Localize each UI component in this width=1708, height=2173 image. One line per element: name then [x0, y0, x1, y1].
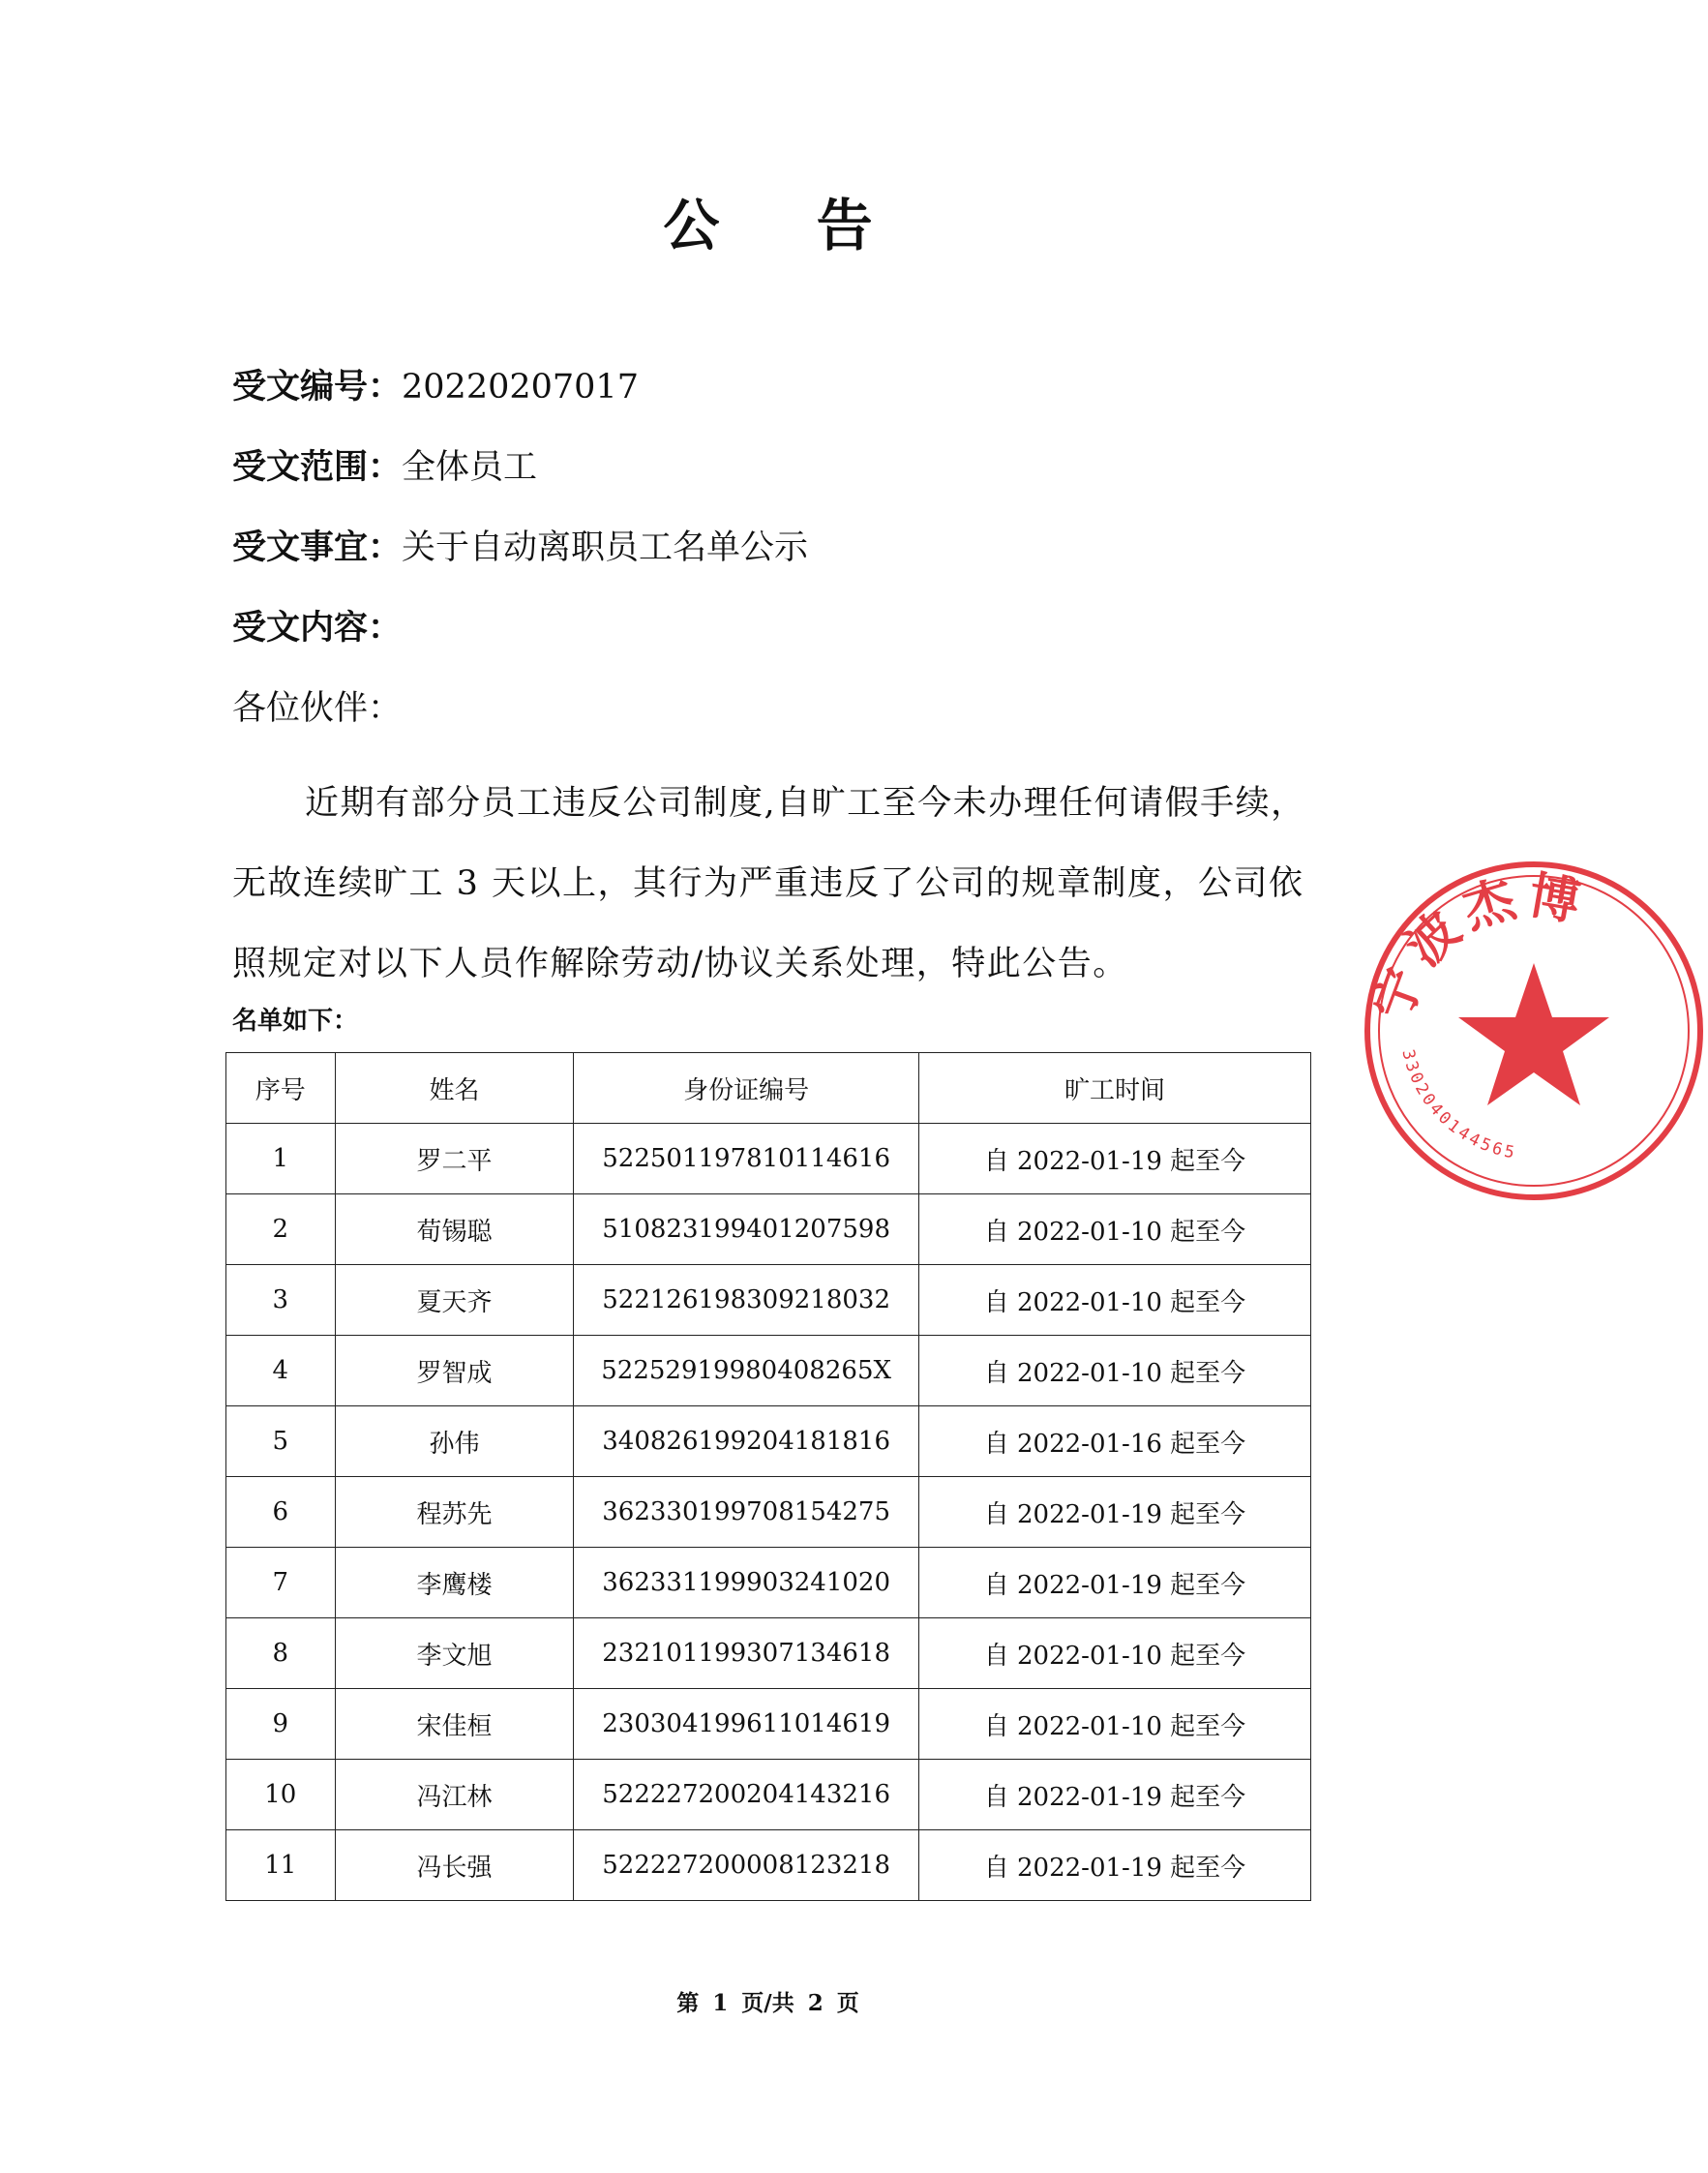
- table-row: [226, 1124, 1311, 1194]
- doc-scope-value: 全体员工: [402, 448, 538, 487]
- cell-absence-time: 自 2022-01-10 起至今: [918, 1265, 1310, 1336]
- cell-absence-time: 自 2022-01-10 起至今: [918, 1194, 1310, 1265]
- cell-id-number: 362331199903241020: [574, 1548, 919, 1618]
- doc-subject-label: 受文事宜：: [232, 528, 403, 567]
- doc-content-field: [232, 604, 402, 652]
- page-footer: 第 1 页/共 2 页: [676, 1990, 859, 2016]
- dismissal-table: [225, 1052, 1311, 1901]
- doc-number-field: [232, 363, 639, 411]
- cell-absence-time: 自 2022-01-10 起至今: [918, 1618, 1310, 1689]
- seal-star-icon: [1458, 963, 1609, 1105]
- cell-index: 4: [226, 1336, 336, 1406]
- cell-name: 荀锡聪: [335, 1194, 574, 1265]
- cell-absence-time: 自 2022-01-19 起至今: [918, 1477, 1310, 1548]
- cell-name: 罗二平: [335, 1124, 574, 1194]
- cell-id-number: 232101199307134618: [574, 1618, 919, 1689]
- doc-subject-field: [232, 524, 808, 572]
- cell-index: 11: [226, 1830, 336, 1901]
- company-seal: [1360, 857, 1708, 1205]
- table-row: [226, 1830, 1311, 1901]
- cell-absence-time: 自 2022-01-19 起至今: [918, 1124, 1310, 1194]
- doc-scope-label: 受文范围：: [232, 447, 403, 487]
- table-row: [226, 1194, 1311, 1265]
- cell-id-number: 522501197810114616: [574, 1124, 919, 1194]
- cell-index: 9: [226, 1689, 336, 1760]
- cell-id-number: 340826199204181816: [574, 1406, 919, 1477]
- cell-index: 2: [226, 1194, 336, 1265]
- cell-id-number: 52252919980408265X: [574, 1336, 919, 1406]
- cell-index: 3: [226, 1265, 336, 1336]
- seal-company-name: 宁波杰博: [1362, 865, 1592, 1029]
- cell-name: 冯江林: [335, 1760, 574, 1830]
- doc-number-value: 20220207017: [402, 368, 639, 407]
- cell-name: 夏天齐: [335, 1265, 574, 1336]
- doc-content-label: 受文内容：: [232, 608, 403, 648]
- cell-absence-time: 自 2022-01-19 起至今: [918, 1760, 1310, 1830]
- cell-id-number: 230304199611014619: [574, 1689, 919, 1760]
- cell-absence-time: 自 2022-01-19 起至今: [918, 1830, 1310, 1901]
- seal-registration-code: 3302040144565: [1397, 1047, 1519, 1163]
- cell-index: 6: [226, 1477, 336, 1548]
- cell-index: 5: [226, 1406, 336, 1477]
- cell-absence-time: 自 2022-01-19 起至今: [918, 1548, 1310, 1618]
- cell-id-number: 522126198309218032: [574, 1265, 919, 1336]
- cell-absence-time: 自 2022-01-16 起至今: [918, 1406, 1310, 1477]
- cell-absence-time: 自 2022-01-10 起至今: [918, 1336, 1310, 1406]
- table-row: [226, 1477, 1311, 1548]
- table-row: [226, 1406, 1311, 1477]
- salutation: 各位伙伴：: [232, 689, 403, 728]
- header-absence-time: 旷工时间: [918, 1053, 1310, 1124]
- header-name: 姓名: [335, 1053, 574, 1124]
- header-index: 序号: [226, 1053, 336, 1124]
- page-title: 公 告: [663, 193, 912, 258]
- table-row: [226, 1336, 1311, 1406]
- cell-absence-time: 自 2022-01-10 起至今: [918, 1689, 1310, 1760]
- cell-index: 10: [226, 1760, 336, 1830]
- table-row: [226, 1760, 1311, 1830]
- cell-id-number: 522227200204143216: [574, 1760, 919, 1830]
- doc-scope-field: [232, 443, 537, 492]
- cell-name: 李鹰楼: [335, 1548, 574, 1618]
- cell-name: 罗智成: [335, 1336, 574, 1406]
- cell-name: 孙伟: [335, 1406, 574, 1477]
- cell-name: 宋佳桓: [335, 1689, 574, 1760]
- cell-id-number: 362330199708154275: [574, 1477, 919, 1548]
- table-row: [226, 1548, 1311, 1618]
- table-row: [226, 1618, 1311, 1689]
- table-row: [226, 1265, 1311, 1336]
- cell-id-number: 522227200008123218: [574, 1830, 919, 1901]
- cell-name: 李文旭: [335, 1618, 574, 1689]
- notice-body: 近期有部分员工违反公司制度,自旷工至今未办理任何请假手续，无故连续旷工 3 天以上，其行为严重违反了公司的规章制度，公司依照规定对以下人员作解除劳动/协议关系处理，特此公告。: [232, 784, 1306, 983]
- doc-number-label: 受文编号：: [232, 367, 403, 407]
- table-header-row: [226, 1053, 1311, 1124]
- doc-subject-value: 关于自动离职员工名单公示: [402, 528, 809, 567]
- cell-index: 7: [226, 1548, 336, 1618]
- header-id-number: 身份证编号: [574, 1053, 919, 1124]
- list-heading: 名单如下：: [232, 1007, 359, 1036]
- cell-id-number: 510823199401207598: [574, 1194, 919, 1265]
- cell-index: 1: [226, 1124, 336, 1194]
- cell-index: 8: [226, 1618, 336, 1689]
- cell-name: 程苏先: [335, 1477, 574, 1548]
- table-row: [226, 1689, 1311, 1760]
- cell-name: 冯长强: [335, 1830, 574, 1901]
